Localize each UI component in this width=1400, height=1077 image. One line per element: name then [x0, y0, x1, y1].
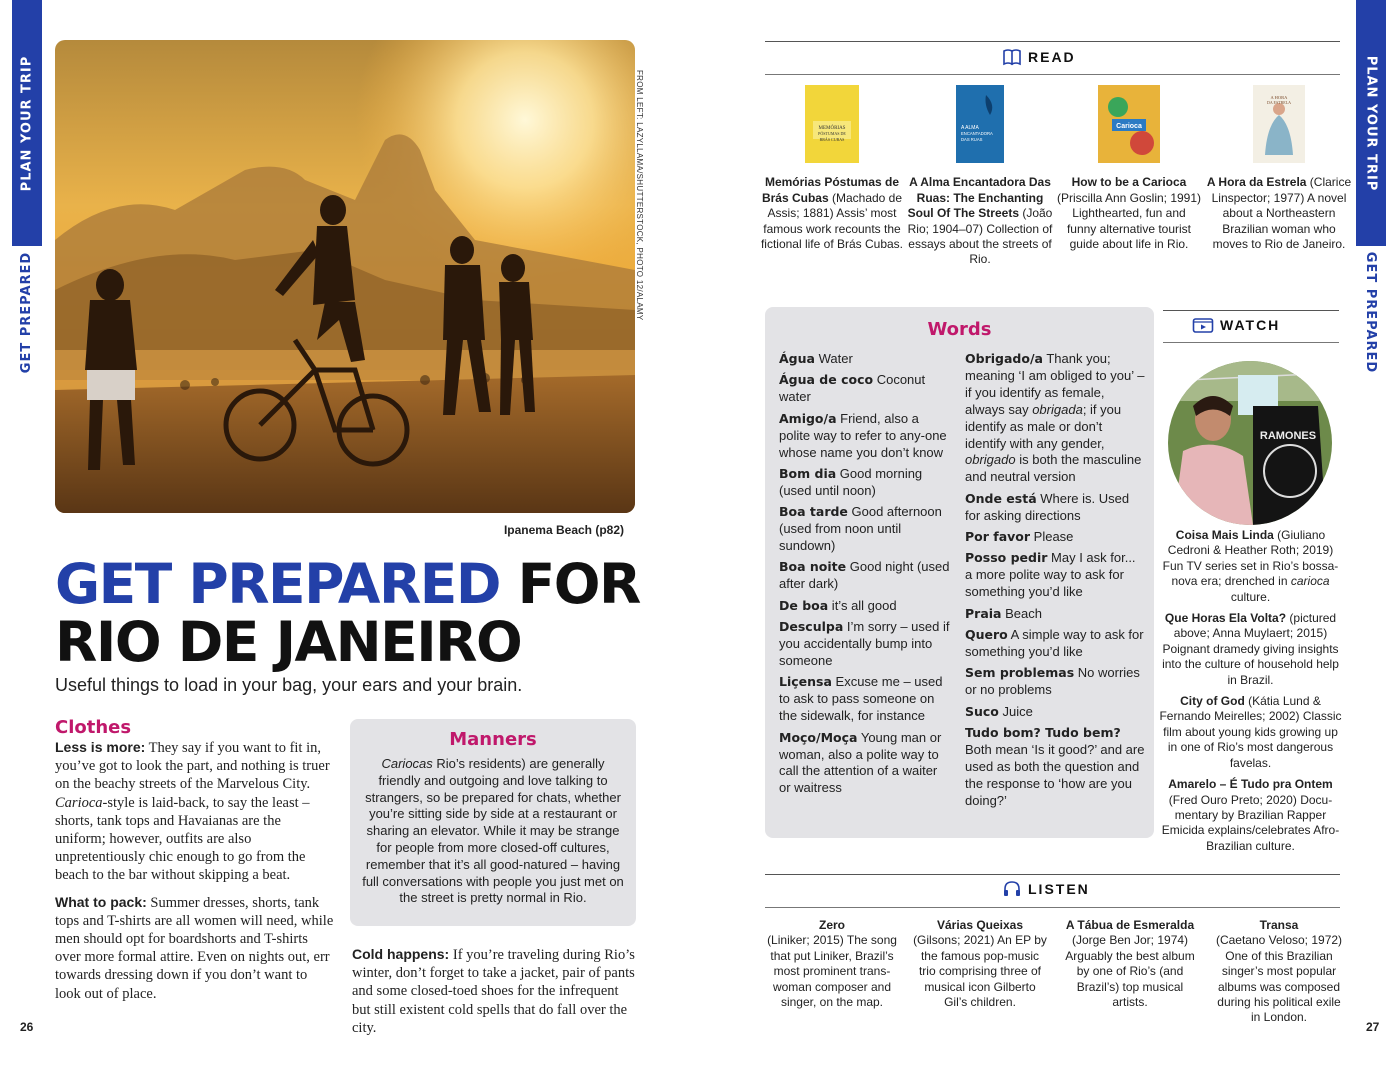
word-term: Sem problemas	[965, 665, 1075, 681]
section-heading-clothes: Clothes	[55, 717, 132, 738]
word-definition: Coconut water	[779, 372, 926, 405]
album-item	[1063, 918, 1197, 1010]
word-definition: Where is. Used for asking directions	[965, 490, 1130, 523]
word-definition: Good afternoon (used from noon until sundown)	[779, 504, 942, 554]
side-tab-label: PLAN YOUR TRIP	[19, 55, 35, 191]
book-item	[759, 85, 905, 252]
album-title: Zero	[818, 918, 845, 932]
divider	[765, 874, 1340, 875]
word-definition: ; if you identify as male or don’t identify with any gender,	[965, 401, 1122, 451]
word-entry	[779, 504, 951, 555]
watch-item	[1158, 528, 1343, 605]
svg-text:A ALMA: A ALMA	[961, 125, 979, 131]
word-definition: May I ask for... a more polite way to ask for something you’d like	[965, 550, 1136, 600]
svg-text:ENCANTADORA: ENCANTADORA	[961, 131, 993, 136]
side-tab-label: GET PREPARED	[1363, 251, 1379, 373]
album-item	[1212, 918, 1346, 1026]
manners-box	[350, 719, 636, 926]
word-definition: Young man or woman, also a polite way to call the attention of a waiter or waitress	[779, 729, 942, 796]
book-description	[907, 175, 1053, 267]
word-entry	[779, 598, 951, 615]
video-icon	[1192, 316, 1214, 334]
word-definition: Juice	[998, 703, 1033, 719]
word-term: Liçensa	[779, 674, 832, 690]
watch-heading	[1186, 316, 1286, 334]
read-heading-label: READ	[1028, 49, 1076, 65]
word-term: Amigo/a	[779, 410, 837, 426]
word-entry	[965, 606, 1145, 623]
word-definition: Beach	[1001, 605, 1042, 621]
word-entry	[779, 411, 951, 462]
svg-text:DA ESTRELA: DA ESTRELA	[1266, 100, 1292, 105]
word-entry	[965, 351, 1145, 486]
album-item	[765, 918, 899, 1010]
book-cover	[805, 85, 859, 163]
body-text: Summer dresses, shorts, tank tops and T-shirts are all women will need, while men should opt for boardshorts and T-shirts over more formal attire. Even on nights out, err towards dressing down if you don’t want to look out of place.	[55, 894, 334, 1002]
page-title	[55, 552, 655, 674]
word-entry	[779, 559, 951, 593]
watch-details: (Fred Ouro Preto; 2020) Docu-mentary by Brazilian Rapper Emicida explains/celebrates Afro-Brazilian culture.	[1161, 792, 1340, 853]
word-term: De boa	[779, 597, 829, 613]
book-title: Memórias Póstumas de Brás Cubas	[761, 175, 900, 205]
book-item	[1056, 85, 1202, 252]
side-tab-plan-your-trip-left	[12, 0, 42, 246]
word-entry	[965, 725, 1145, 810]
watch-details: (Giuliano Cedroni & Heather Roth; 2019) Fun TV series set in Rio’s bossa-nova era; drenched in	[1162, 528, 1339, 589]
word-term: Posso pedir	[965, 550, 1048, 566]
word-term: Bom dia	[779, 465, 837, 481]
italic-term: carioca	[1290, 574, 1330, 589]
watch-title: Coisa Mais Linda	[1175, 528, 1274, 542]
word-definition: I’m sorry – used if you accidentally bump into someone	[779, 619, 950, 668]
shirt-print-text: RAMONES	[1259, 430, 1317, 442]
album-details: (Jorge Ben Jor; 1974) Arguably the best album by one of Rio’s (and Brazil’s) top musical artists.	[1065, 933, 1195, 1010]
side-tab-plan-your-trip-right	[1356, 0, 1386, 246]
lead-in: Less is more:	[55, 739, 146, 755]
word-definition: is both the masculine and neutral version	[965, 452, 1142, 485]
subtitle: Useful things to load in your bag, your ears and your brain.	[55, 675, 523, 695]
photo-credit-text: FROM LEFT: LAZYLLAMA/SHUTTERSTOCK, PHOTO 12/ALAMY	[635, 70, 644, 321]
word-term: Suco	[965, 703, 999, 719]
words-column-left	[779, 351, 951, 802]
word-entry	[965, 529, 1145, 546]
book-cover	[1098, 85, 1160, 163]
title-black-part: FOR	[517, 552, 640, 616]
watch-list	[1158, 528, 1343, 860]
divider	[1163, 342, 1339, 343]
title-blue-part: GET PREPARED	[55, 552, 501, 616]
side-tab-get-prepared-left	[12, 250, 42, 374]
body-text: -style is laid-back, to say the least – shorts, tank tops and Havaianas are the uniform; however, outfits are also unpretentiously chic enough to go from the beach to the bar without skipping a beat.	[55, 794, 310, 884]
side-tab-label: GET PREPARED	[19, 251, 35, 373]
headphones-icon	[1002, 880, 1022, 898]
word-term: Água de coco	[779, 372, 874, 388]
book-description	[1206, 175, 1352, 252]
lead-in: Cold happens:	[352, 946, 450, 962]
italic-term: obrigada	[1032, 401, 1083, 417]
svg-text:A HORA: A HORA	[1270, 95, 1288, 100]
album-item	[913, 918, 1047, 1010]
word-entry	[965, 704, 1145, 721]
word-definition: Friend, also a polite way to refer to any-one whose name you don’t know	[779, 410, 947, 460]
word-entry	[779, 674, 951, 725]
book-icon	[1002, 48, 1022, 66]
word-term: Quero	[965, 627, 1008, 643]
italic-term: Carioca	[55, 794, 103, 811]
body-text: If you’re traveling during Rio’s winter, don’t forget to take a jacket, pair of pants and some closed-toed shoes for the infrequent but still existent cold spells that do fall over the city.	[352, 947, 635, 1036]
word-term: Boa tarde	[779, 504, 848, 520]
ipanema-beach-photo	[55, 40, 635, 513]
body-text: Rio’s residents) are generally friendly and outgoing and love talking to strangers, so be prepared for chats, whether you’re sitting side by side at a restaurant or sharing an elevator. While it may be strange for people from more closed-off cultures, remember that it’s all good-natured – having full conversations with people you just met on the street is pretty normal in Rio.	[362, 756, 624, 906]
watch-details: culture.	[1230, 589, 1271, 604]
film-still-photo	[1168, 361, 1332, 525]
word-term: Onde está	[965, 490, 1037, 506]
section-heading-manners: Manners	[449, 729, 537, 750]
book-item	[1206, 85, 1352, 252]
listen-heading-label: LISTEN	[1028, 881, 1090, 897]
body-text: They say if you want to fit in, you’ve got to look the part, and nothing is truer on the beachy streets of the Marvelous City.	[55, 740, 330, 793]
word-entry	[965, 491, 1145, 525]
title-city: RIO DE JANEIRO	[55, 610, 522, 674]
word-definition: A simple way to ask for something you’d like	[965, 627, 1144, 659]
divider	[1163, 310, 1339, 311]
words-box	[765, 307, 1154, 838]
word-entry	[965, 665, 1145, 699]
svg-text:BRÁS CUBAS: BRÁS CUBAS	[819, 137, 845, 142]
word-term: Desculpa	[779, 619, 844, 635]
divider	[765, 907, 1340, 908]
book-title: A Hora da Estrela	[1206, 175, 1307, 190]
book-details: (Machado de Assis; 1881) Assis’ most famous work recounts the fictional life of Brás Cubas.	[760, 190, 904, 252]
svg-text:Carioca: Carioca	[1116, 123, 1142, 130]
page-number-right: 27	[1366, 1020, 1380, 1034]
book-description	[759, 175, 905, 252]
book-title: How to be a Carioca	[1071, 175, 1187, 190]
word-term: Boa noite	[779, 559, 847, 575]
photo-credit	[630, 70, 654, 321]
side-tab-label: PLAN YOUR TRIP	[1363, 55, 1379, 191]
book-description	[1056, 175, 1202, 252]
word-entry	[965, 550, 1145, 601]
words-column-right	[965, 351, 1145, 814]
word-definition: Thank you; meaning ‘I am obliged to you’ – if you identify as female, always say	[965, 351, 1145, 417]
book-title: A Alma Encantadora Das Ruas: The Enchanting Soul Of The Streets	[907, 175, 1051, 221]
clothes-section	[55, 717, 335, 1003]
lead-in: What to pack:	[55, 893, 147, 910]
album-details: (Gilsons; 2021) An EP by the famous pop-music trio comprising three of musical icon Gilberto Gil’s children.	[913, 933, 1047, 1010]
watch-title: Que Horas Ela Volta?	[1164, 611, 1287, 626]
word-definition: No worries or no problems	[965, 665, 1140, 698]
watch-details: (Kátia Lund & Fernando Meirelles; 2002) Classic film about young kids growing up in one of Rio’s most dangerous favelas.	[1159, 694, 1342, 770]
word-entry	[779, 466, 951, 500]
word-definition: it’s all good	[828, 597, 897, 613]
book-item	[907, 85, 1053, 268]
svg-text:MEMÓRIAS: MEMÓRIAS	[818, 126, 846, 131]
listen-heading	[996, 880, 1096, 898]
word-definition: Good night (used after dark)	[779, 559, 950, 592]
word-entry	[779, 372, 951, 406]
album-title: Transa	[1259, 918, 1299, 932]
album-title: A Tábua de Esmeralda	[1065, 918, 1195, 932]
book-details: (Clarice Linspector; 1977) A novel about a Northeastern Brazilian woman who moves to Rio de Janeiro.	[1211, 175, 1352, 252]
clothes-paragraph-1	[55, 738, 335, 885]
watch-heading-label: WATCH	[1220, 317, 1281, 333]
photo-caption: Ipanema Beach (p82)	[503, 523, 624, 537]
svg-text:DAS RUAS: DAS RUAS	[961, 137, 983, 142]
word-entry	[965, 627, 1145, 661]
watch-item	[1158, 694, 1343, 771]
section-heading-words: Words	[927, 319, 992, 340]
album-title: Várias Queixas	[936, 918, 1024, 932]
word-definition: Please	[1030, 529, 1074, 545]
word-term: Tudo bom? Tudo bem?	[965, 725, 1121, 741]
clothes-paragraph-2	[55, 893, 335, 1003]
word-definition: Both mean ‘Is it good?’ and are used as both the question and the response to ‘how are you doing?’	[965, 742, 1145, 808]
watch-title: Amarelo – É Tudo pra Ontem	[1168, 777, 1333, 792]
italic-term: Cariocas	[381, 756, 433, 771]
divider	[765, 74, 1340, 75]
side-tab-get-prepared-right	[1356, 250, 1386, 374]
watch-title: City of God	[1180, 694, 1245, 709]
album-details: (Liniker; 2015) The song that put Liniker, Brazil’s most prominent trans-woman composer and singer, on the map.	[767, 933, 897, 1010]
italic-term: obrigado	[965, 452, 1016, 468]
book-cover	[956, 85, 1004, 163]
word-term: Obrigado/a	[965, 351, 1043, 366]
word-term: Água	[779, 351, 815, 366]
word-entry	[779, 351, 951, 368]
cold-happens-section	[352, 945, 637, 1037]
manners-text	[362, 756, 624, 907]
watch-item	[1158, 777, 1343, 854]
word-definition: Good morning (used until noon)	[779, 465, 923, 498]
word-term: Moço/Moça	[779, 729, 858, 745]
word-entry	[779, 619, 951, 670]
book-details: (Priscilla Ann Goslin; 1991) Lighthearted, fun and funny alternative tourist guide about life in Rio.	[1056, 190, 1202, 252]
word-definition: Excuse me – used to ask to pass someone on the sidewalk, for instance	[779, 674, 943, 724]
watch-item	[1158, 611, 1343, 688]
svg-text:PÓSTUMAS DE: PÓSTUMAS DE	[818, 131, 846, 136]
word-entry	[779, 730, 951, 798]
album-details: (Caetano Veloso; 1972) One of this Brazilian singer’s most popular albums was composed during his political exile in London.	[1215, 933, 1343, 1025]
cold-paragraph	[352, 945, 637, 1037]
read-heading	[996, 48, 1082, 66]
word-term: Praia	[965, 605, 1002, 621]
divider	[765, 41, 1340, 42]
watch-details: (pictured above; Anna Muylaert; 2015) Poignant dramedy giving insights into the culture of household help in Brazil.	[1162, 611, 1339, 687]
book-cover	[1253, 85, 1305, 163]
word-term: Por favor	[965, 529, 1031, 545]
page-number-left: 26	[20, 1020, 34, 1034]
book-details: (João Rio; 1904–07) Collection of essays about the streets of Rio.	[907, 206, 1053, 267]
word-definition: Water	[814, 351, 853, 366]
